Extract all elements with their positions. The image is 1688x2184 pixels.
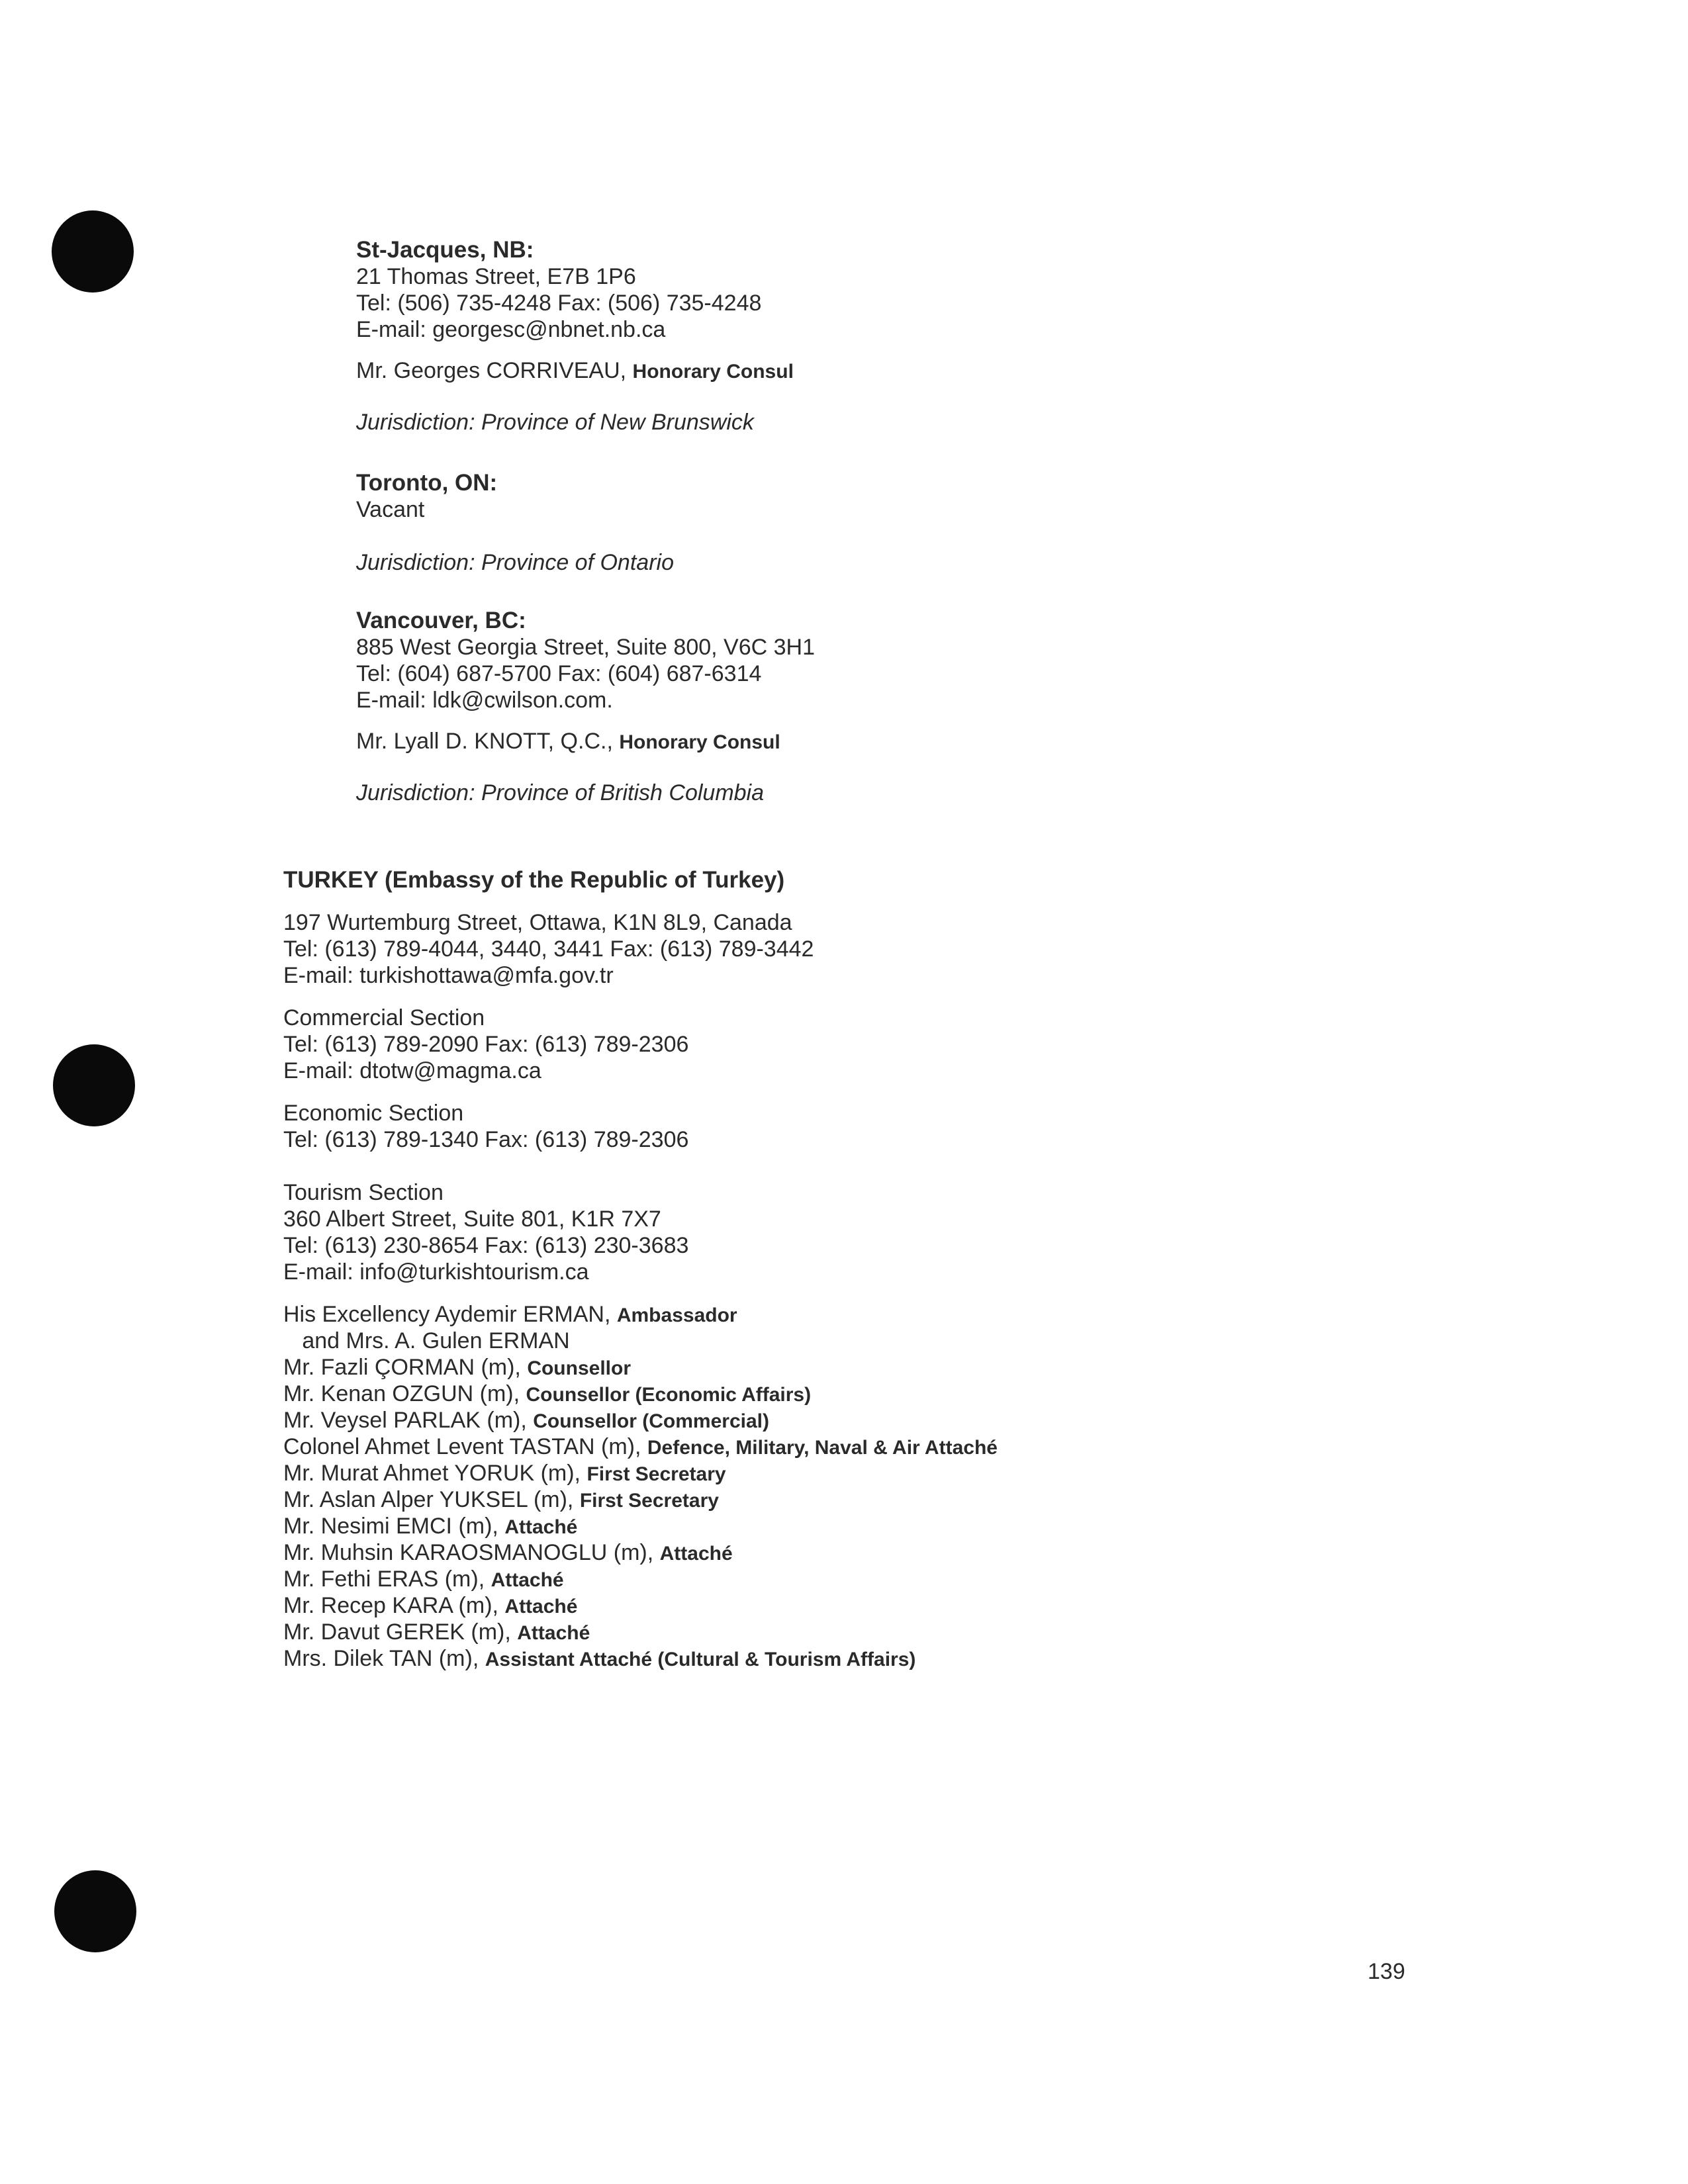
consul-name: Mr. Georges CORRIVEAU,: [356, 358, 633, 383]
consul-entry: [356, 728, 780, 756]
staff-entry: [283, 1539, 733, 1567]
staff-role: Attaché: [517, 1622, 590, 1644]
consulate-address: 21 Thomas Street, E7B 1P6: [356, 264, 636, 289]
staff-entry: [283, 1592, 577, 1620]
staff-role: Ambassador: [616, 1304, 737, 1326]
staff-name: Mr. Fazli ÇORMAN (m),: [283, 1355, 528, 1380]
staff-role: Assistant Attaché (Cultural & Tourism Affairs): [485, 1649, 916, 1670]
staff-name: Mrs. Dilek TAN (m),: [283, 1646, 485, 1671]
staff-name: Mr. Recep KARA (m),: [283, 1593, 505, 1618]
staff-role: Attaché: [659, 1543, 733, 1565]
tourism-section-email: E-mail: info@turkishtourism.ca: [283, 1259, 589, 1285]
staff-entry: [283, 1381, 811, 1408]
embassy-address: 197 Wurtemburg Street, Ottawa, K1N 8L9, Canada: [283, 910, 792, 935]
consulate-heading: Toronto, ON:: [356, 470, 498, 496]
staff-name: Mr. Nesimi EMCI (m),: [283, 1514, 505, 1539]
embassy-email: E-mail: turkishottawa@mfa.gov.tr: [283, 963, 614, 988]
staff-entry: [283, 1354, 631, 1382]
consulate-tel: Tel: (604) 687-5700 Fax: (604) 687-6314: [356, 661, 762, 686]
staff-entry: [283, 1433, 998, 1461]
staff-name: Mr. Murat Ahmet YORUK (m),: [283, 1461, 587, 1486]
commercial-section-title: Commercial Section: [283, 1005, 485, 1030]
punch-hole-middle: [53, 1044, 135, 1126]
staff-role: First Secretary: [579, 1490, 719, 1512]
staff-role: Attaché: [491, 1569, 564, 1591]
staff-role: Attaché: [504, 1516, 578, 1538]
staff-role: Counsellor (Economic Affairs): [526, 1384, 812, 1406]
consul-role: Honorary Consul: [619, 731, 780, 753]
staff-role: Defence, Military, Naval & Air Attaché: [647, 1437, 998, 1459]
staff-name: Mr. Aslan Alper YUKSEL (m),: [283, 1487, 580, 1512]
staff-name: Colonel Ahmet Levent TASTAN (m),: [283, 1434, 647, 1459]
consulate-email: E-mail: georgesc@nbnet.nb.ca: [356, 317, 666, 342]
consulate-jurisdiction: Jurisdiction: Province of Ontario: [356, 550, 674, 575]
embassy-tel: Tel: (613) 789-4044, 3440, 3441 Fax: (613) 789-3442: [283, 936, 814, 962]
staff-entry: [283, 1328, 570, 1355]
tourism-section-address: 360 Albert Street, Suite 801, K1R 7X7: [283, 1206, 661, 1232]
consulate-jurisdiction: Jurisdiction: Province of New Brunswick: [356, 410, 754, 435]
staff-name: Mr. Veysel PARLAK (m),: [283, 1408, 534, 1433]
economic-section-title: Economic Section: [283, 1101, 464, 1126]
staff-entry: [283, 1407, 769, 1435]
consulate-jurisdiction: Jurisdiction: Province of British Columbia: [356, 780, 765, 805]
staff-name: Mr. Fethi ERAS (m),: [283, 1567, 491, 1592]
staff-entry: [283, 1619, 590, 1647]
punch-hole-top: [52, 210, 134, 293]
staff-entry: [283, 1566, 564, 1594]
consulate-status: Vacant: [356, 497, 425, 522]
staff-role: Counsellor (Commercial): [533, 1410, 769, 1432]
tourism-section-title: Tourism Section: [283, 1180, 444, 1205]
commercial-section-email: E-mail: dtotw@magma.ca: [283, 1058, 541, 1083]
staff-name: Mr. Davut GEREK (m),: [283, 1619, 518, 1645]
embassy-heading: TURKEY (Embassy of the Republic of Turkey): [283, 867, 785, 893]
economic-section-tel: Tel: (613) 789-1340 Fax: (613) 789-2306: [283, 1127, 689, 1152]
staff-name: His Excellency Aydemir ERMAN,: [283, 1302, 617, 1327]
staff-entry: [283, 1513, 577, 1541]
staff-entry: [283, 1460, 726, 1488]
staff-name: Mr. Kenan OZGUN (m),: [283, 1381, 526, 1406]
consul-role: Honorary Consul: [632, 361, 794, 383]
punch-hole-bottom: [54, 1870, 136, 1952]
consulate-address: 885 West Georgia Street, Suite 800, V6C 3H1: [356, 635, 815, 660]
consulate-email: E-mail: ldk@cwilson.com.: [356, 688, 613, 713]
commercial-section-tel: Tel: (613) 789-2090 Fax: (613) 789-2306: [283, 1032, 689, 1057]
staff-entry: [283, 1645, 915, 1673]
consul-entry: [356, 357, 794, 385]
staff-entry: [283, 1486, 719, 1514]
consulate-heading: Vancouver, BC:: [356, 608, 526, 633]
tourism-section-tel: Tel: (613) 230-8654 Fax: (613) 230-3683: [283, 1233, 689, 1258]
staff-entry: [283, 1301, 737, 1329]
staff-name: and Mrs. A. Gulen ERMAN: [283, 1328, 570, 1353]
consul-name: Mr. Lyall D. KNOTT, Q.C.,: [356, 729, 620, 754]
staff-role: First Secretary: [586, 1463, 726, 1485]
staff-name: Mr. Muhsin KARAOSMANOGLU (m),: [283, 1540, 660, 1565]
page-number: 139: [1368, 1959, 1405, 1984]
staff-role: Counsellor: [527, 1357, 631, 1379]
consulate-tel: Tel: (506) 735-4248 Fax: (506) 735-4248: [356, 291, 762, 316]
staff-role: Attaché: [504, 1596, 578, 1617]
consulate-heading: St-Jacques, NB:: [356, 237, 534, 263]
